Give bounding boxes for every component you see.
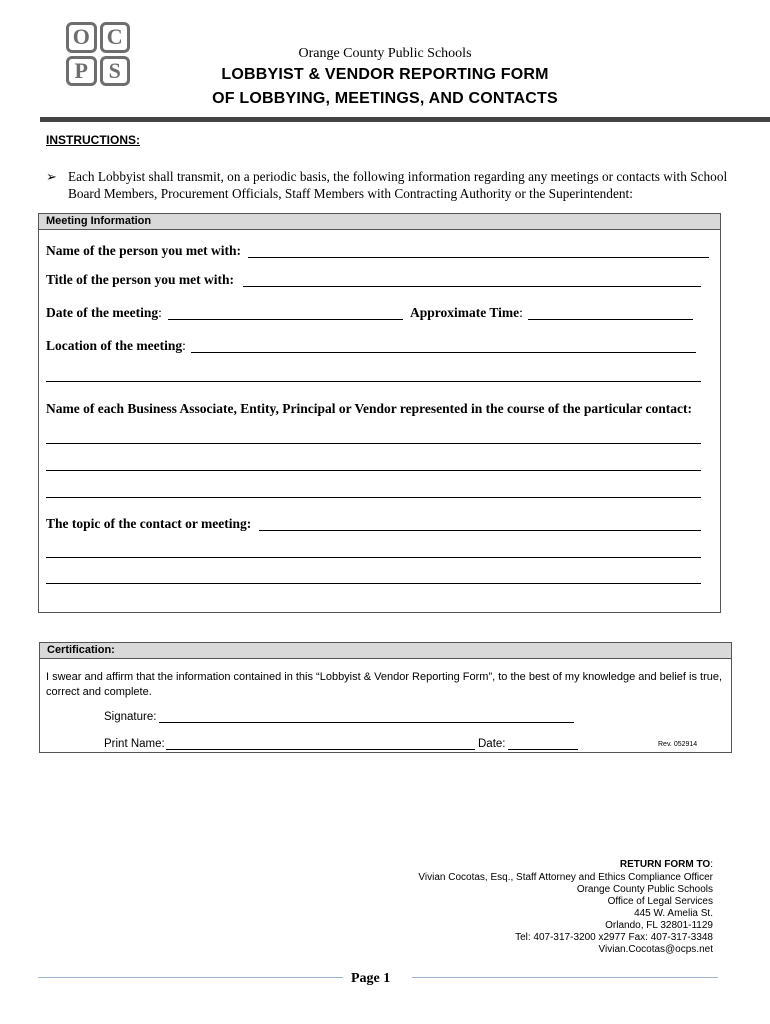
- location-field[interactable]: [191, 352, 696, 353]
- cert-date-field[interactable]: [508, 749, 578, 750]
- name-met-label: Name of the person you met with:: [46, 243, 241, 258]
- certification-heading: Certification:: [40, 643, 731, 659]
- associates-field-line3[interactable]: [46, 497, 701, 498]
- associates-field-line2[interactable]: [46, 470, 701, 471]
- organization-name: Orange County Public Schools: [298, 46, 472, 61]
- topic-label: The topic of the contact or meeting:: [46, 516, 252, 531]
- footer-rule-right: [412, 977, 718, 978]
- topic-field-line3[interactable]: [46, 583, 701, 584]
- header-divider: [40, 117, 770, 122]
- instructions-heading: INSTRUCTIONS:: [46, 133, 140, 147]
- logo-letter-p: P: [66, 56, 97, 87]
- revision-code: Rev. 052914: [658, 741, 698, 748]
- location-field-line2[interactable]: [46, 381, 701, 382]
- return-address-email: Vivian.Cocotas@ocps.net: [598, 944, 713, 955]
- name-met-field[interactable]: [248, 257, 709, 258]
- print-name-field[interactable]: [166, 749, 475, 750]
- arrow-bullet-icon: ➢: [46, 169, 57, 184]
- title-met-field[interactable]: [243, 286, 701, 287]
- return-address-org: Orange County Public Schools: [576, 884, 713, 895]
- meeting-date-field[interactable]: [168, 319, 403, 320]
- signature-label: Signature:: [104, 711, 157, 723]
- certification-statement: I swear and affirm that the information contained in this “Lobbyist & Vendor Reporting Form”, to the best of my knowledge and belief is true, correct and complete.: [46, 671, 723, 698]
- logo-letter-o: O: [66, 22, 97, 53]
- title-met-label: Title of the person you met with:: [46, 272, 234, 287]
- topic-field[interactable]: [259, 530, 701, 531]
- approx-time-field[interactable]: [528, 319, 693, 320]
- logo-letter-c: C: [100, 22, 131, 53]
- topic-field-line2[interactable]: [46, 557, 701, 558]
- meeting-information-heading: Meeting Information: [39, 214, 720, 230]
- form-title-line1: LOBBYIST & VENDOR REPORTING FORM: [221, 66, 549, 83]
- associates-field-line1[interactable]: [46, 443, 701, 444]
- return-form-heading: RETURN FORM TO:: [619, 859, 713, 870]
- cert-date-label: Date:: [478, 738, 506, 750]
- associates-label: Name of each Business Associate, Entity, Principal or Vendor represented in the course of the particular contact:: [46, 401, 692, 416]
- return-address-city: Orlando, FL 32801-1129: [605, 920, 713, 931]
- signature-field[interactable]: [159, 722, 574, 723]
- instructions-text: Each Lobbyist shall transmit, on a periodic basis, the following information regarding any meetings or contacts with School Board Members, Procurement Officials, Staff Members with Contracting Authority or the Superintendent:: [68, 169, 728, 201]
- return-address-street: 445 W. Amelia St.: [634, 908, 713, 919]
- footer-rule-left: [38, 977, 343, 978]
- print-name-label: Print Name:: [104, 738, 165, 750]
- approx-time-label-group: Approximate Time:: [410, 305, 523, 320]
- return-address-name: Vivian Cocotas, Esq., Staff Attorney and Ethics Compliance Officer: [418, 872, 713, 883]
- form-title-line2: OF LOBBYING, MEETINGS, AND CONTACTS: [212, 90, 558, 107]
- page-number: Page 1: [351, 971, 391, 986]
- return-address-office: Office of Legal Services: [607, 896, 713, 907]
- meeting-date-label-group: Date of the meeting:: [46, 305, 162, 320]
- return-address-phone: Tel: 407-317-3200 x2977 Fax: 407-317-3348: [515, 932, 713, 943]
- location-label-group: Location of the meeting:: [46, 338, 186, 353]
- logo-letter-s: S: [100, 56, 131, 87]
